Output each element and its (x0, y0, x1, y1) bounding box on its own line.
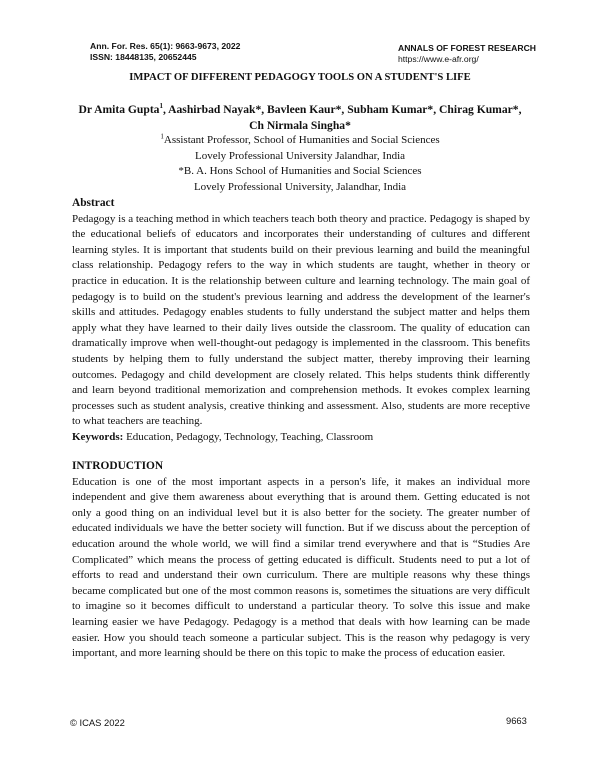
citation-line-2: ISSN: 18448135, 20652445 (90, 52, 197, 62)
copyright: © ICAS 2022 (70, 717, 125, 728)
keywords (72, 430, 530, 446)
affiliations (60, 133, 540, 195)
introduction-text: Education is one of the most important aspects in a person's life, it makes an individual more independent and give them awareness about everything that is around them. Getting educated is not only a good thing on an individual level but it is also better for the society. The greater number of educated individuals we have the better society will function. But if we discuss about the perception of education around the whole world, we will find a similar trend everywhere and that is “Studies Are Complicated” which means the process of getting educated is difficult. Students need to put a lot of efforts to read and understand their own curriculum. There are multiple reasons why these things became complicated but one of the most common reasons is, sometimes the situations are very difficult to imagine so it becomes difficult to understand a particular theory. To solve this issue and make learning easier we have Pedagogy. Pedagogy is a method that deals with how learning can be made easier. How you should teach someone a particular subject. This is the reason why pedagogy is very important, and more learning should be there on this topic to make the process of education easier. (72, 475, 530, 660)
abstract-section (72, 196, 530, 446)
journal-citation (90, 41, 240, 63)
affiliation-line-3: *B. A. Hons School of Humanities and Social Sciences (178, 165, 422, 178)
affiliation-line-2: Lovely Professional University Jalandhar, India (194, 149, 406, 162)
author-line-1 (60, 102, 540, 118)
abstract-heading: Abstract (72, 197, 115, 209)
keywords-list: Education, Pedagogy, Technology, Teaching, Classroom (123, 430, 374, 443)
citation-line-1: Ann. For. Res. 65(1): 9663-9673, 2022 (90, 41, 241, 51)
journal-header (398, 43, 536, 65)
affiliation-line-4: Lovely Professional University, Jalandhar, India (193, 180, 407, 193)
keywords-label: Keywords: (72, 430, 124, 443)
introduction-heading: INTRODUCTION (72, 460, 164, 472)
author-superscript: 1 (159, 102, 163, 111)
co-authors: , Aashirbad Nayak*, Bavleen Kaur*, Subham Kumar*, Chirag Kumar*, (162, 103, 522, 116)
first-author: Dr Amita Gupta (78, 103, 160, 116)
journal-url[interactable]: https://www.e-afr.org/ (398, 54, 479, 64)
author-list (60, 102, 540, 134)
author-line-2: Ch Nirmala Singha* (249, 119, 351, 132)
page-number: 9663 (506, 715, 527, 726)
introduction-section (72, 459, 530, 662)
affiliation-line-1: $^1$Assistant Professor, School of Humanities and Social Sciences (160, 132, 440, 146)
paper-title: IMPACT OF DIFFERENT PEDAGOGY TOOLS ON A STUDENT'S LIFE (129, 72, 471, 83)
affiliation-superscript: 1 (160, 132, 164, 141)
abstract-text: Pedagogy is a teaching method in which teachers teach both theory and practice. Pedagogy is shaped by the educational beliefs of educators and incorporates their understanding of cultures and different learning styles. It is important that students build on their previous learning and build the meaningful class relationship. Pedagogy refers to the way in which students are taught, whether in theory or practice in education. It is the relationship between culture and learning technology. The main goal of pedagogy is to build on the student's previous learning and address the development of the learner's skills and attitudes. Pedagogy enables students to fully understand the subject matter and helps them apply what they have learned to their daily lives outside the classroom. The quality of education can dramatically improve when well-thought-out pedagogy is implemented in the classroom. This benefits students by helping them to fully understand the subject matter, thereby improving their learning outcomes. Pedagogy and child development are closely related. This helps students think differently and learn beyond traditional memorization and comprehension methods. It evokes complex learning processes such as student analysis, creative thinking and assessment. Also, students are more receptive to what teachers are teaching. (72, 212, 530, 428)
journal-name: ANNALS OF FOREST RESEARCH (398, 43, 536, 53)
